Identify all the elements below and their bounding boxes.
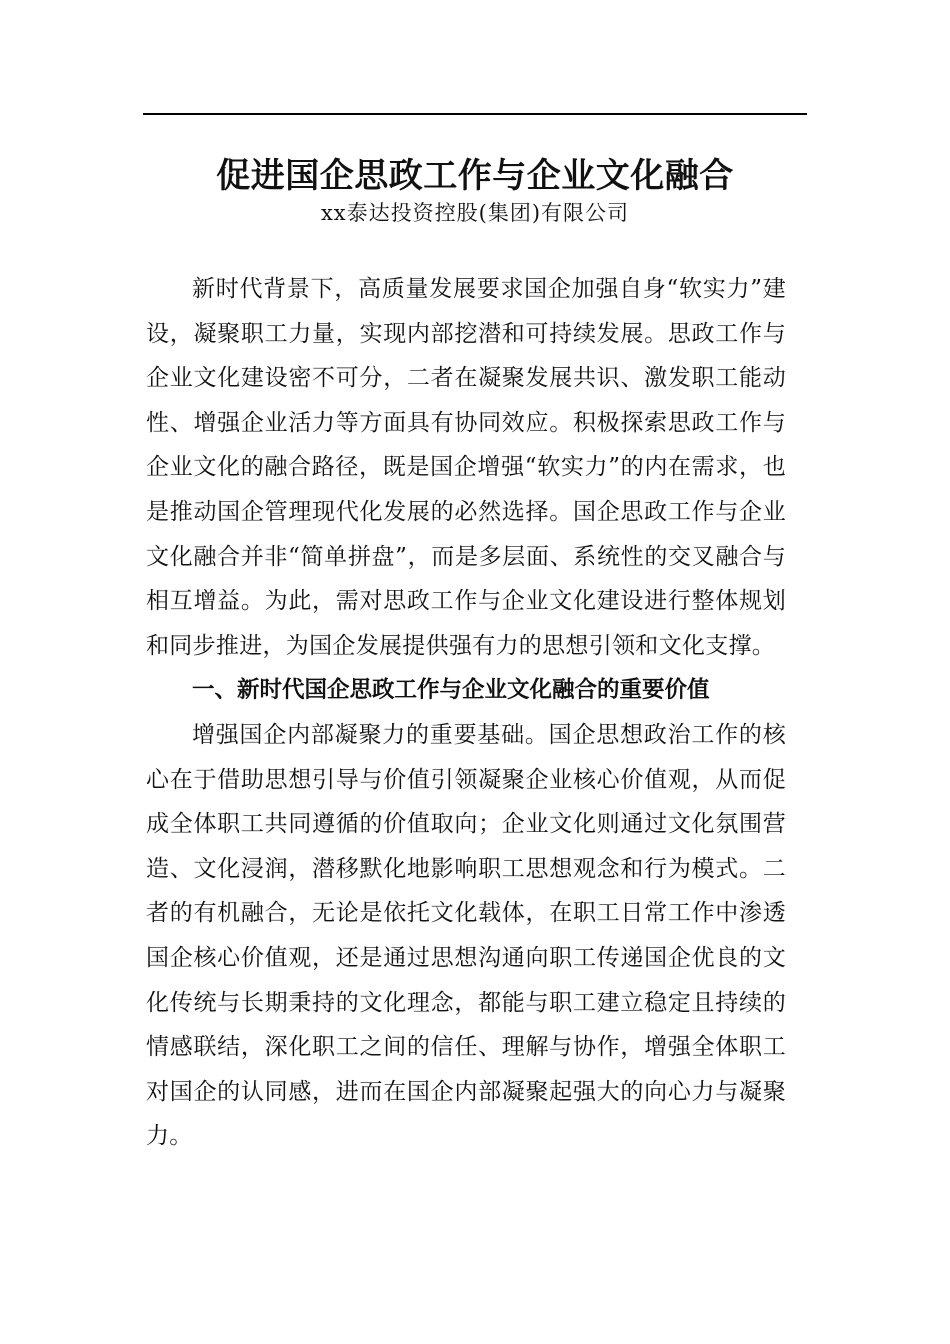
header-rule	[143, 113, 807, 115]
section-heading: 一、新时代国企思政工作与企业文化融合的重要价值	[192, 677, 710, 704]
document-body	[146, 267, 786, 1159]
section-paragraph: 增强国企内部凝聚力的重要基础。国企思想政治工作的核心在于借助思想引导与价值引领凝聚企业核心价值观，从而促成全体职工共同遵循的价值取向；企业文化则通过文化氛围营造、文化浸润，潜移默化地影响职工思想观念和行为模式。二者的有机融合，无论是依托文化载体，在职工日常工作中渗透国企核心价值观，还是通过思想沟通向职工传递国企优良的文化传统与长期秉持的文化理念，都能与职工建立稳定且持续的情感联结，深化职工之间的信任、理解与协作，增强全体职工对国企的认同感，进而在国企内部凝聚起强大的向心力与凝聚力。	[146, 721, 786, 1150]
document-subtitle: xx泰达投资控股(集团)有限公司	[320, 201, 630, 225]
intro-paragraph: 新时代背景下，高质量发展要求国企加强自身“软实力”建设，凝聚职工力量，实现内部挖潜和可持续发展。思政工作与企业文化建设密不可分，二者在凝聚发展共识、激发职工能动性、增强企业活力等方面具有协同效应。积极探索思政工作与企业文化的融合路径，既是国企增强“软实力”的内在需求，也是推动国企管理现代化发展的必然选择。国企思政工作与企业文化融合并非“简单拼盘”，而是多层面、系统性的交叉融合与相互增益。为此，需对思政工作与企业文化建设进行整体规划和同步推进，为国企发展提供强有力的思想引领和文化支撑。	[146, 276, 786, 659]
document-title: 促进国企思政工作与企业文化融合	[216, 156, 734, 196]
